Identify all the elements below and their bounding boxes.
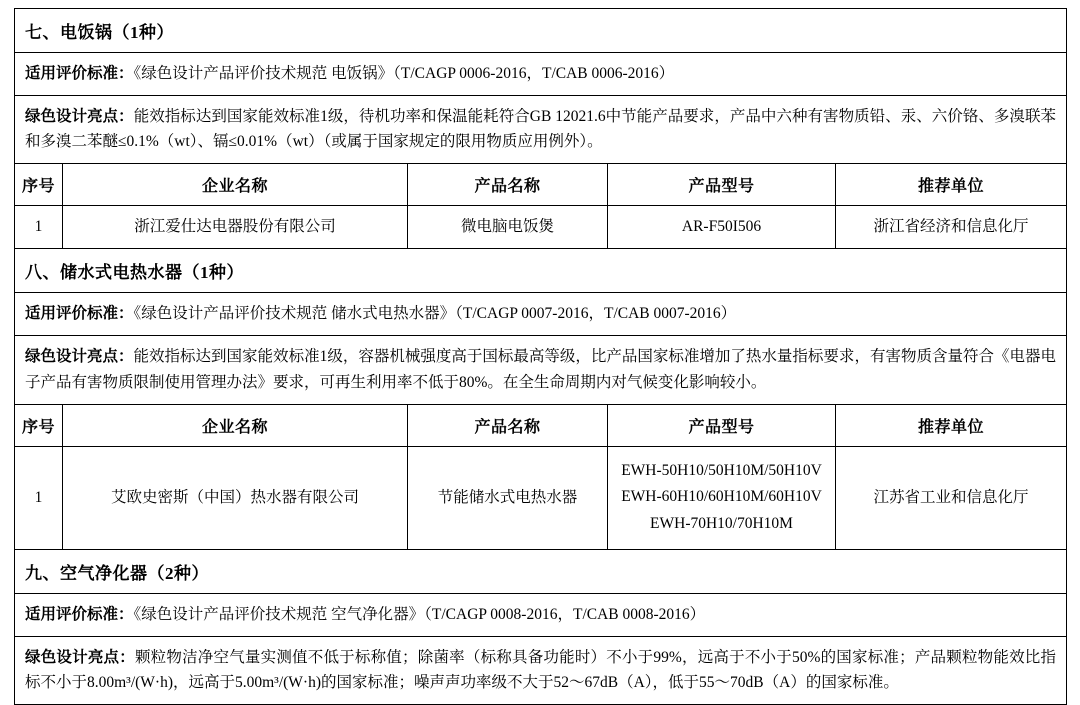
highlight-row-water-heater [15, 336, 1067, 404]
column-header-seq: 序号 [15, 164, 63, 206]
highlight-label: 绿色设计亮点： [25, 108, 134, 126]
highlight-label: 绿色设计亮点： [25, 648, 135, 666]
column-header-model: 产品型号 [608, 404, 836, 446]
highlight-paragraph [15, 636, 1067, 704]
column-header-seq: 序号 [15, 404, 63, 446]
section-heading-row [15, 9, 1067, 53]
section-heading-row-air-purifier [15, 549, 1067, 593]
standard-text: 《绿色设计产品评价技术规范 储水式电热水器》（T/CAGP 0007-2016，T/CAB 0007-2016） [133, 305, 737, 323]
standard-row-air-purifier [15, 593, 1067, 636]
cell-company: 浙江爱仕达电器股份有限公司 [63, 206, 408, 249]
highlight-row-air-purifier [15, 636, 1067, 704]
section-heading-row-water-heater [15, 249, 1067, 293]
standard-row-water-heater [15, 293, 1067, 336]
section-heading: 七、电饭锅（1种） [15, 9, 1067, 53]
cell-seq: 1 [15, 446, 63, 549]
column-header-product: 产品名称 [408, 164, 608, 206]
column-header-company: 企业名称 [63, 164, 408, 206]
highlight-text: 颗粒物洁净空气量实测值不低于标称值；除菌率（标称具备功能时）不小于99%，远高于不小于50%的国家标准；产品颗粒物能效比指标不小于8.00m³/(W·h)，远高于5.00m³/(W·h)的国家标准；噪声声功率级不大于52～67dB（A），低于55～70dB（A）的国家标准。 [25, 648, 1056, 691]
standard-paragraph [15, 293, 1067, 336]
standard-row [15, 53, 1067, 96]
standard-label: 适用评价标准： [25, 305, 134, 323]
highlight-paragraph [15, 96, 1067, 164]
cell-company: 艾欧史密斯（中国）热水器有限公司 [63, 446, 408, 549]
standard-text: 《绿色设计产品评价技术规范 电饭锅》（T/CAGP 0006-2016，T/CAB 0006-2016） [133, 65, 675, 82]
highlight-row [15, 96, 1067, 164]
standard-text: 《绿色设计产品评价技术规范 空气净化器》（T/CAGP 0008-2016，T/CAB 0008-2016） [133, 605, 706, 623]
highlight-label: 绿色设计亮点： [25, 348, 134, 366]
table-header-row-water-heater [15, 404, 1067, 446]
column-header-product: 产品名称 [408, 404, 608, 446]
table-header-row [15, 164, 1067, 206]
cell-model: EWH-50H10/50H10M/50H10V EWH-60H10/60H10M/60H10V EWH-70H10/70H10M [608, 446, 836, 549]
standard-label: 适用评价标准： [25, 605, 134, 623]
column-header-unit: 推荐单位 [836, 164, 1067, 206]
section-heading: 九、空气净化器（2种） [15, 549, 1067, 593]
standard-paragraph [15, 53, 1067, 96]
cell-unit: 江苏省工业和信息化厅 [836, 446, 1067, 549]
highlight-paragraph [15, 336, 1067, 404]
section-heading: 八、储水式电热水器（1种） [15, 249, 1067, 293]
table-row [15, 446, 1067, 549]
standard-paragraph [15, 593, 1067, 636]
column-header-unit: 推荐单位 [836, 404, 1067, 446]
highlight-text: 能效指标达到国家能效标准1级，待机功率和保温能耗符合GB 12021.6中节能产品要求，产品中六种有害物质铅、汞、六价铬、多溴联苯和多溴二苯醚≤0.1%（wt）、镉≤0.01%（wt）（或属于国家规定的限用物质应用例外）。 [25, 108, 1056, 151]
cell-model: AR-F50I506 [608, 206, 836, 249]
column-header-company: 企业名称 [63, 404, 408, 446]
cell-product: 微电脑电饭煲 [408, 206, 608, 249]
cell-product: 节能储水式电热水器 [408, 446, 608, 549]
cell-unit: 浙江省经济和信息化厅 [836, 206, 1067, 249]
standard-label: 适用评价标准： [25, 65, 134, 82]
section-rice-cooker [14, 8, 1067, 705]
table-row [15, 206, 1067, 249]
cell-seq: 1 [15, 206, 63, 249]
highlight-text: 能效指标达到国家能效标准1级，容器机械强度高于国标最高等级，比产品国家标准增加了热水量指标要求，有害物质含量符合《电器电子产品有害物质限制使用管理办法》要求，可再生利用率不低于80%。在全生命周期内对气候变化影响较小。 [25, 348, 1056, 391]
column-header-model: 产品型号 [608, 164, 836, 206]
